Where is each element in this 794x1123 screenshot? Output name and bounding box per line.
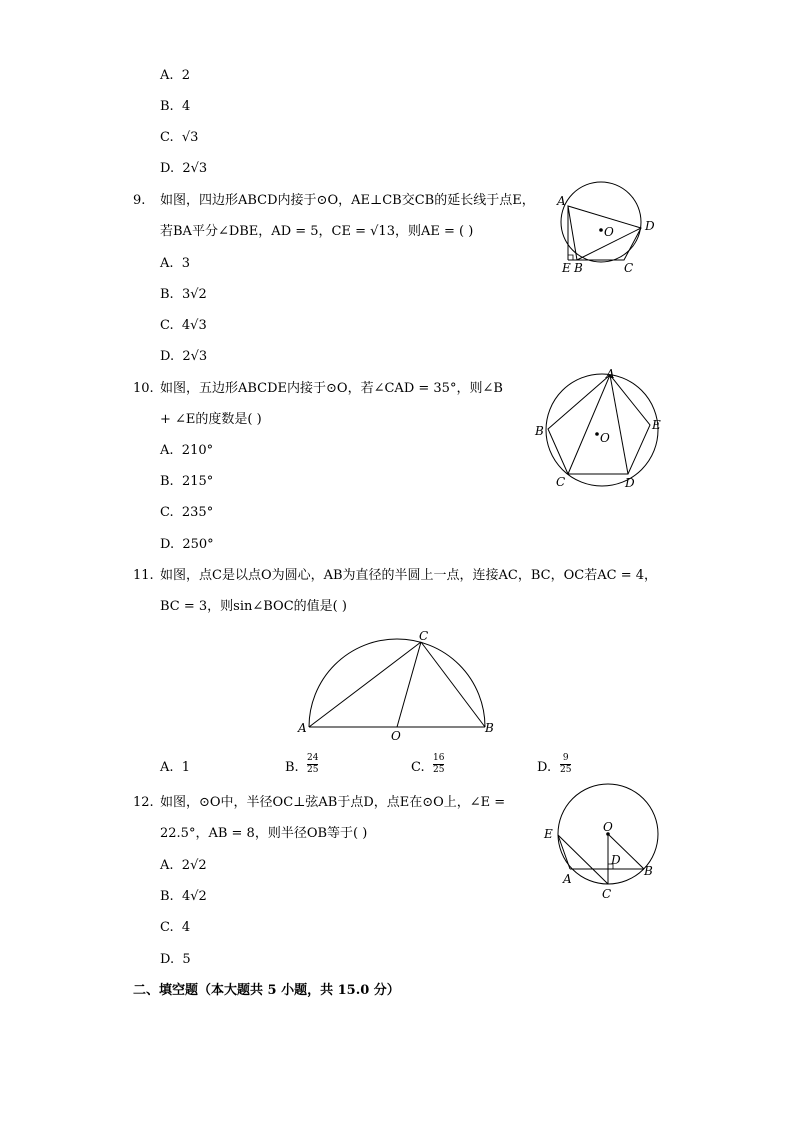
q11-line-bc xyxy=(421,642,485,727)
q11-label-c: C xyxy=(419,629,429,643)
q11-option-d-fraction xyxy=(560,754,571,775)
q12-figure xyxy=(538,785,668,905)
q10-option-a: A. 210° xyxy=(160,443,214,458)
q12-label-a: A xyxy=(563,872,572,886)
q11-option-d-numerator: 9 xyxy=(562,753,569,763)
q11-option-b-numerator: 24 xyxy=(307,753,319,763)
q12-label-e: E xyxy=(544,827,553,841)
q9-label-d: D xyxy=(645,219,655,233)
q10-line-ad xyxy=(610,375,628,474)
q9-option-a: A. 3 xyxy=(160,256,191,271)
q12-stem-line2: 22.5°，AB = 8，则半径OB等于( ) xyxy=(160,826,368,841)
q12-label-c: C xyxy=(602,887,612,901)
q11-option-c-numerator: 16 xyxy=(433,753,445,763)
q11-stem-line1: 如图，点C是以点O为圆心，AB为直径的半圆上一点，连接AC，BC，OC若AC = 4， xyxy=(160,568,657,583)
q11-label-o: O xyxy=(391,729,401,743)
q8-option-b: B. 4 xyxy=(160,99,191,114)
q8-option-c: C. √3 xyxy=(160,130,199,145)
section-2-heading: 二、填空题（本大题共 5 小题，共 15.0 分） xyxy=(133,983,400,998)
q11-figure xyxy=(295,625,505,745)
q10-center-dot xyxy=(595,432,599,436)
q9-center-dot xyxy=(599,228,603,232)
q9-option-d: D. 2√3 xyxy=(160,349,208,364)
q12-label-b: B xyxy=(644,864,653,878)
q11-option-c-denominator: 25 xyxy=(433,765,445,775)
q12-option-a: A. 2√2 xyxy=(160,858,207,873)
q9-label-e: E xyxy=(562,261,571,275)
q10-figure xyxy=(530,368,670,493)
q10-option-d: D. 250° xyxy=(160,537,214,552)
q11-stem-line2: BC = 3，则sin∠BOC的值是( ) xyxy=(160,599,347,614)
q9-label-b: B xyxy=(574,261,583,275)
q10-stem-line2: + ∠E的度数是( ) xyxy=(160,412,262,427)
q12-option-c: C. 4 xyxy=(160,920,191,935)
q11-semicircle xyxy=(309,639,485,727)
q10-label-b: B xyxy=(535,424,544,438)
q12-option-d: D. 5 xyxy=(160,952,191,967)
q11-option-c-fraction xyxy=(433,754,444,775)
q10-label-c: C xyxy=(556,475,566,489)
q11-number: 11. xyxy=(133,568,154,583)
q8-option-a: A. 2 xyxy=(160,68,191,83)
q12-option-b: B. 4√2 xyxy=(160,889,207,904)
q10-label-a: A xyxy=(606,367,615,381)
q11-line-ac xyxy=(309,642,421,727)
q11-option-a: A. 1 xyxy=(160,760,191,775)
q10-stem-line1: 如图，五边形ABCDE内接于⊙O，若∠CAD = 35°，则∠B xyxy=(160,381,503,396)
q12-line-ea xyxy=(558,835,570,869)
q9-label-c: C xyxy=(624,261,634,275)
q10-label-e: E xyxy=(652,418,661,432)
q11-option-c-letter: C. xyxy=(411,760,425,775)
q11-option-d-letter: D. xyxy=(537,760,552,775)
q12-stem-line1: 如图，⊙O中，半径OC⊥弦AB于点D，点E在⊙O上，∠E = xyxy=(160,795,506,810)
q11-label-b: B xyxy=(485,721,494,735)
q9-figure xyxy=(555,180,665,280)
q11-label-a: A xyxy=(298,721,307,735)
q12-label-o: O xyxy=(603,820,613,834)
q12-label-d: D xyxy=(611,853,621,867)
q9-number: 9. xyxy=(133,193,146,208)
q9-stem-line1: 如图，四边形ABCD内接于⊙O，AE⊥CB交CB的延长线于点E， xyxy=(160,193,535,208)
q10-number: 10. xyxy=(133,381,154,396)
q12-number: 12. xyxy=(133,795,154,810)
q9-option-c: C. 4√3 xyxy=(160,318,207,333)
q11-option-b-letter: B. xyxy=(285,760,299,775)
q9-option-b: B. 3√2 xyxy=(160,287,207,302)
q8-option-d: D. 2√3 xyxy=(160,161,208,176)
q9-stem-line2: 若BA平分∠DBE，AD = 5，CE = √13，则AE = ( ) xyxy=(160,224,474,239)
q10-label-d: D xyxy=(625,476,635,490)
q9-right-angle-mark xyxy=(568,255,573,260)
q10-label-o: O xyxy=(600,431,610,445)
q10-option-b: B. 215° xyxy=(160,474,214,489)
q9-label-a: A xyxy=(557,194,566,208)
q10-line-ac xyxy=(568,375,610,474)
q10-option-c: C. 235° xyxy=(160,505,214,520)
q11-line-oc xyxy=(397,642,421,727)
q11-option-d-denominator: 25 xyxy=(560,765,572,775)
q9-label-o: O xyxy=(604,225,614,239)
q11-option-b-fraction xyxy=(307,754,318,775)
q10-circle xyxy=(546,374,658,486)
q11-option-b-denominator: 25 xyxy=(307,765,319,775)
